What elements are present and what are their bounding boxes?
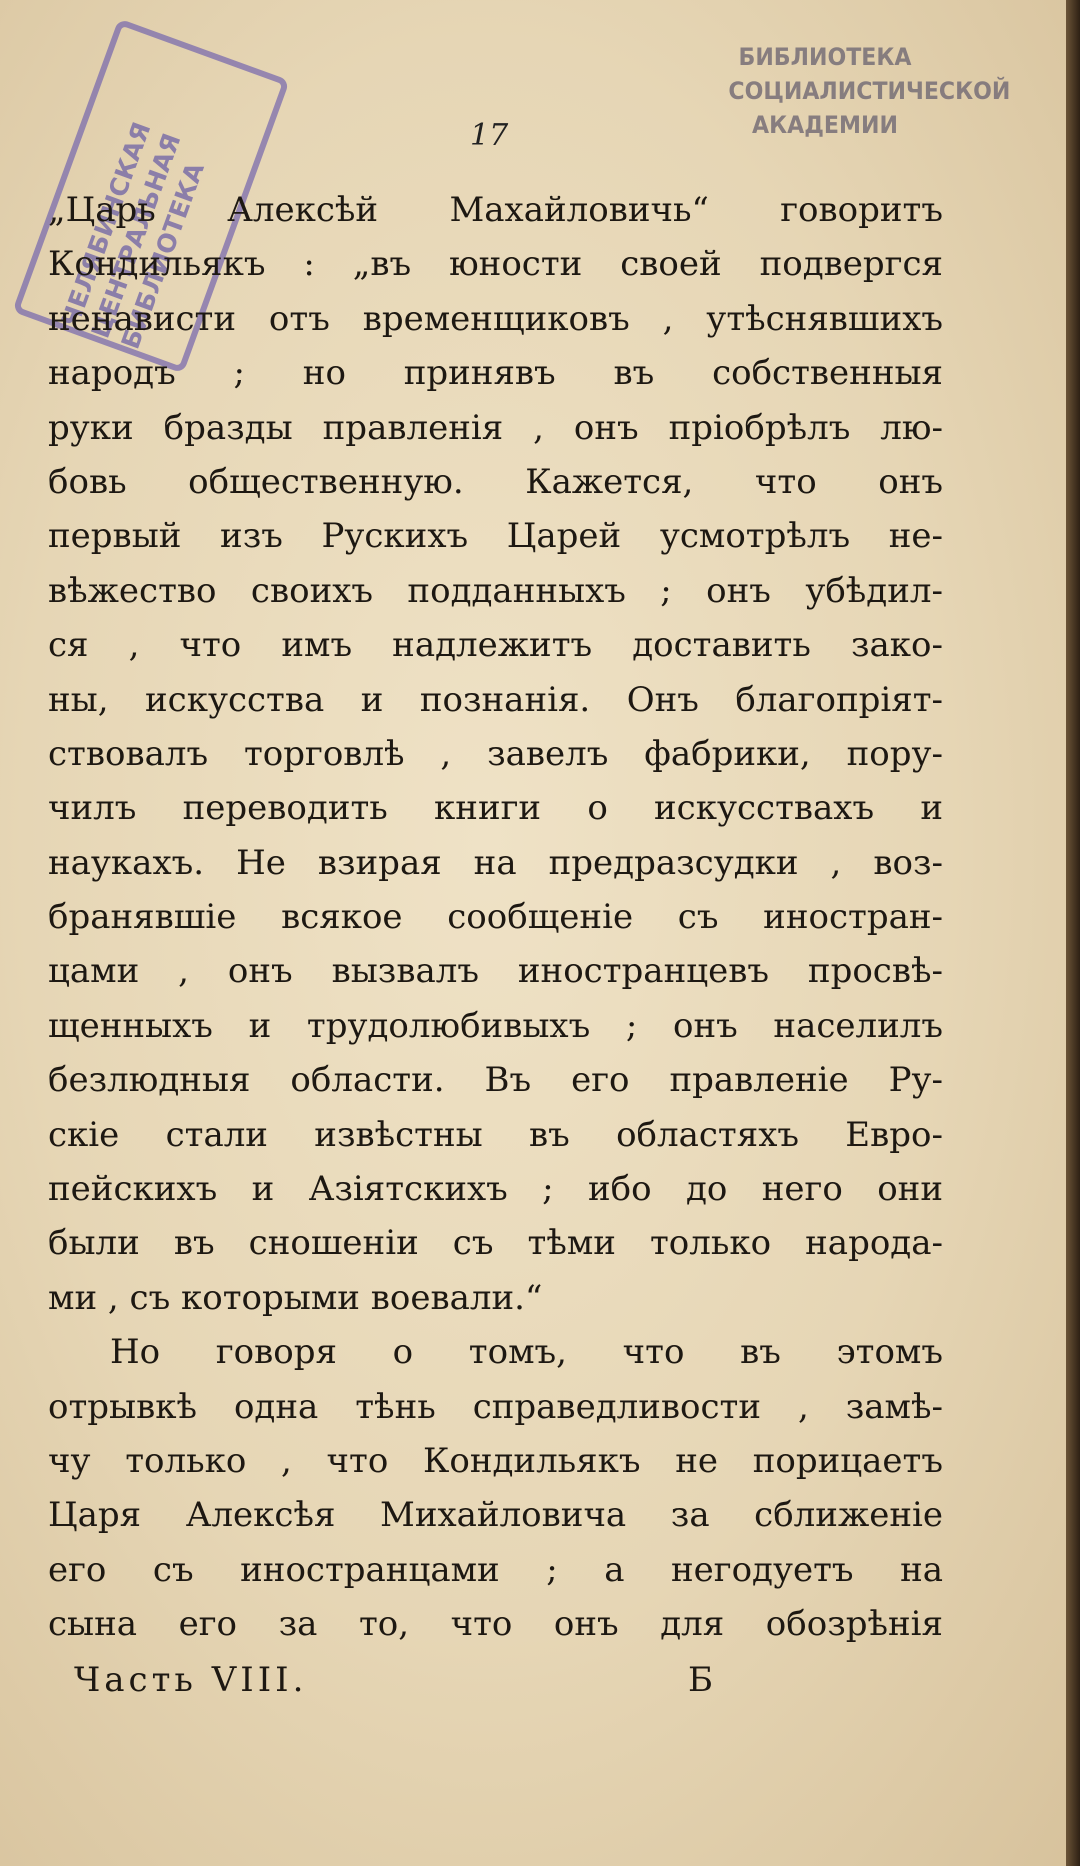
text-line: Но говоря о томъ, что въ этомъ bbox=[110, 1332, 943, 1373]
text-line: бовь общественную. Кажется, что онъ bbox=[48, 461, 943, 502]
signature-part-label: Часть VIII. bbox=[74, 1660, 308, 1700]
text-line: „Царь Алексѣй Махайловичь“ говоритъ bbox=[48, 190, 943, 230]
text-line: руки бразды правленія , онъ пріобрѣлъ лю- bbox=[48, 407, 943, 448]
text-line: ненависти отъ временщиковъ , утѣснявшихъ bbox=[48, 298, 943, 339]
text-line: ся , что имъ надлежитъ доставить зако- bbox=[48, 625, 943, 666]
text-line: цами , онъ вызвалъ иностранцевъ просвѣ- bbox=[48, 951, 943, 992]
text-line: бранявшіе всякое сообщеніе съ иностран- bbox=[48, 897, 943, 938]
text-line: были въ сношеніи съ тѣми только народа- bbox=[48, 1223, 943, 1264]
academy-stamp bbox=[728, 40, 1011, 160]
text-line: первый изъ Рускихъ Царей усмотрѣлъ не- bbox=[48, 516, 943, 557]
text-line: скіе стали извѣстны въ областяхъ Евро- bbox=[48, 1114, 943, 1155]
library-stamp-text: ЧЕЛЯБИНСКАЯ ЦЕНТРАЛЬНАЯ БИБЛИОТЕКА bbox=[55, 118, 210, 353]
text-line: пейскихъ и Азіятскихъ ; ибо до него они bbox=[48, 1169, 943, 1210]
body-text bbox=[48, 183, 943, 1652]
text-line: ми , съ которыми воевали.“ bbox=[48, 1277, 543, 1318]
text-line: безлюдныя области. Въ его правленіе Ру- bbox=[48, 1060, 943, 1101]
academy-stamp-line1: БИБЛИОТЕКА bbox=[738, 43, 912, 71]
text-line: щенныхъ и трудолюбивыхъ ; онъ населилъ bbox=[48, 1005, 943, 1046]
text-line: вѣжество своихъ подданныхъ ; онъ убѣдил- bbox=[48, 570, 943, 611]
text-line: сына его за то, что онъ для обозрѣнія bbox=[48, 1604, 943, 1645]
text-line: отрывкѣ одна тѣнь справедливости , замѣ- bbox=[48, 1386, 943, 1427]
text-line: его съ иностранцами ; а негодуетъ на bbox=[48, 1549, 943, 1590]
academy-stamp-line3: АКАДЕМИИ bbox=[752, 111, 898, 139]
text-line: чилъ переводить книги о искусствахъ и bbox=[48, 788, 943, 829]
signature-mark: Б bbox=[688, 1660, 713, 1700]
text-line: чу только , что Кондильякъ не порицаетъ bbox=[48, 1440, 943, 1481]
text-line: Царя Алексѣя Михайловича за сближеніе bbox=[48, 1495, 943, 1536]
text-line: народъ ; но принявъ въ собственныя bbox=[48, 353, 943, 394]
text-line: ствовалъ торговлѣ , завелъ фабрики, пору- bbox=[48, 733, 943, 774]
page-edge-shadow bbox=[1066, 0, 1080, 1866]
academy-stamp-line2: СОЦИАЛИСТИЧЕСКОЙ bbox=[728, 77, 1011, 105]
text-line: ны, искусства и познанія. Онъ благопріят- bbox=[48, 679, 943, 720]
text-line: Кондильякъ : „въ юности своей подвергся bbox=[48, 244, 943, 285]
page-number: 17 bbox=[470, 118, 509, 153]
text-line: наукахъ. Не взирая на предразсудки , воз- bbox=[48, 842, 943, 883]
